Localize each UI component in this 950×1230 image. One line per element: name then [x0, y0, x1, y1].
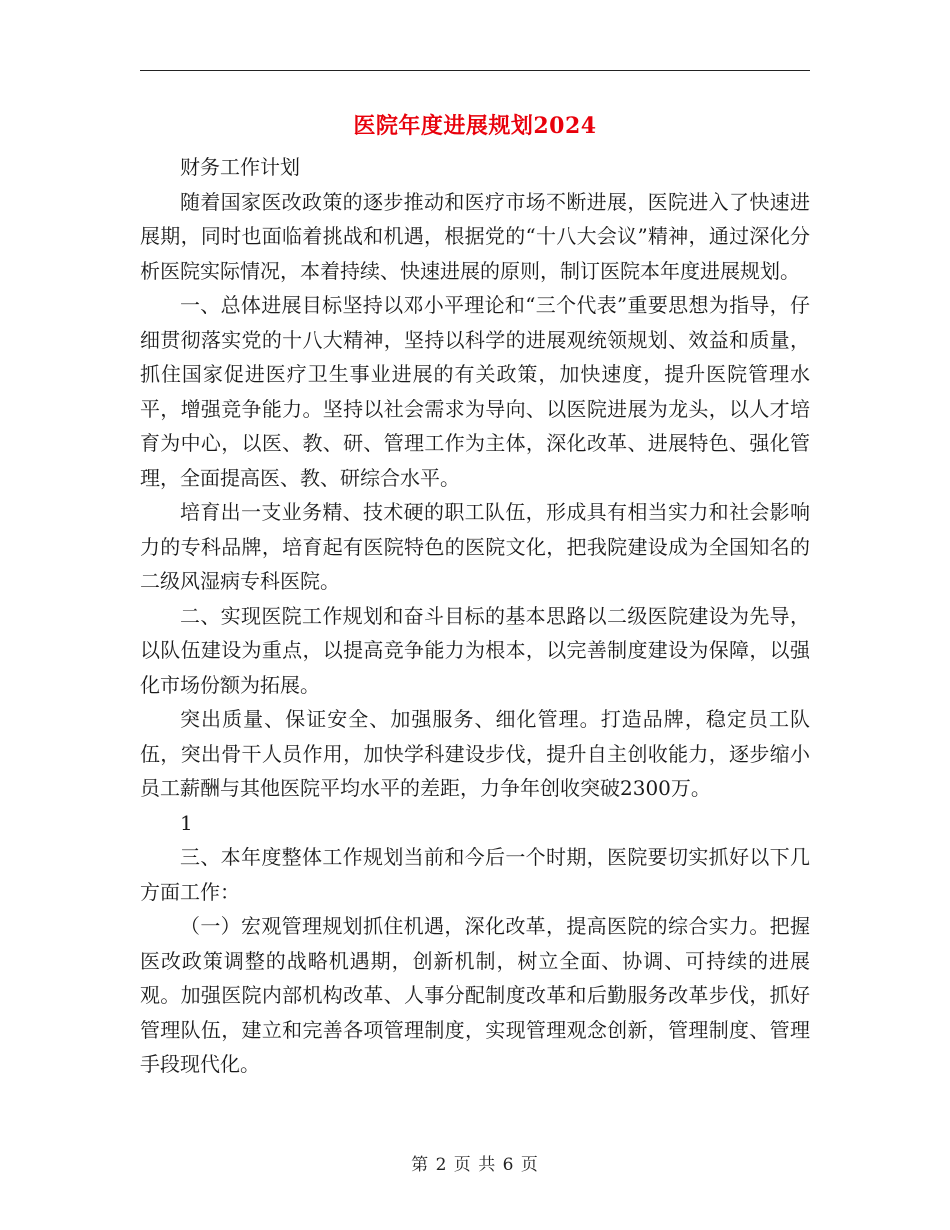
- document-body: [140, 150, 810, 1082]
- document-title: 医院年度进展规划2024: [353, 113, 597, 139]
- paragraph-section-2-cont: 突出质量、保证安全、加强服务、细化管理。打造品牌，稳定员工队伍，突出骨干人员作用，加快学科建设步伐，提升自主创收能力，逐步缩小员工薪酬与其他医院平均水平的差距，力争年创收突破2300万。: [140, 707, 810, 800]
- header-rule: [140, 70, 810, 71]
- paragraph-section-2: 二、实现医院工作规划和奋斗目标的基本思路以二级医院建设为先导，以队伍建设为重点，以提高竞争能力为根本，以完善制度建设为保障，以强化市场份额为拓展。: [140, 603, 810, 697]
- paragraph-intro: 随着国家医改政策的逐步推动和医疗市场不断进展，医院进入了快速进展期，同时也面临着挑战和机遇，根据党的“十八大会议”精神，通过深化分析医院实际情况，本着持续、快速进展的原则，制订医院本年度进展规划。: [140, 189, 810, 283]
- paragraph-subtitle: 财务工作计划: [180, 155, 300, 179]
- paragraph-section-3-item-1: （一）宏观管理规划抓住机遇，深化改革，提高医院的综合实力。把握医改政策调整的战略机遇期，创新机制，树立全面、协调、可持续的进展观。加强医院内部机构改革、人事分配制度改革和后勤服务改革步伐，抓好管理队伍，建立和完善各项管理制度，实现管理观念创新，管理制度、管理手段现代化。: [140, 914, 810, 1076]
- inline-page-number: 1: [180, 810, 193, 835]
- paragraph-section-3: 三、本年度整体工作规划当前和今后一个时期，医院要切实抓好以下几方面工作：: [140, 845, 810, 904]
- page-footer: 第 2 页 共 6 页: [411, 1155, 539, 1175]
- paragraph-section-1-cont: 培育出一支业务精、技术硬的职工队伍，形成具有相当实力和社会影响力的专科品牌，培育起有医院特色的医院文化，把我院建设成为全国知名的二级风湿病专科医院。: [140, 500, 810, 593]
- paragraph-section-1: 一、总体进展目标坚持以邓小平理论和“三个代表”重要思想为指导，仔细贯彻落实党的十八大精神，坚持以科学的进展观统领规划、效益和质量，抓住国家促进医疗卫生事业进展的有关政策，加快速度，提升医院管理水平，增强竞争能力。坚持以社会需求为导向、以医院进展为龙头，以人才培育为中心，以医、教、研、管理工作为主体，深化改革、进展特色、强化管理，全面提高医、教、研综合水平。: [140, 293, 810, 490]
